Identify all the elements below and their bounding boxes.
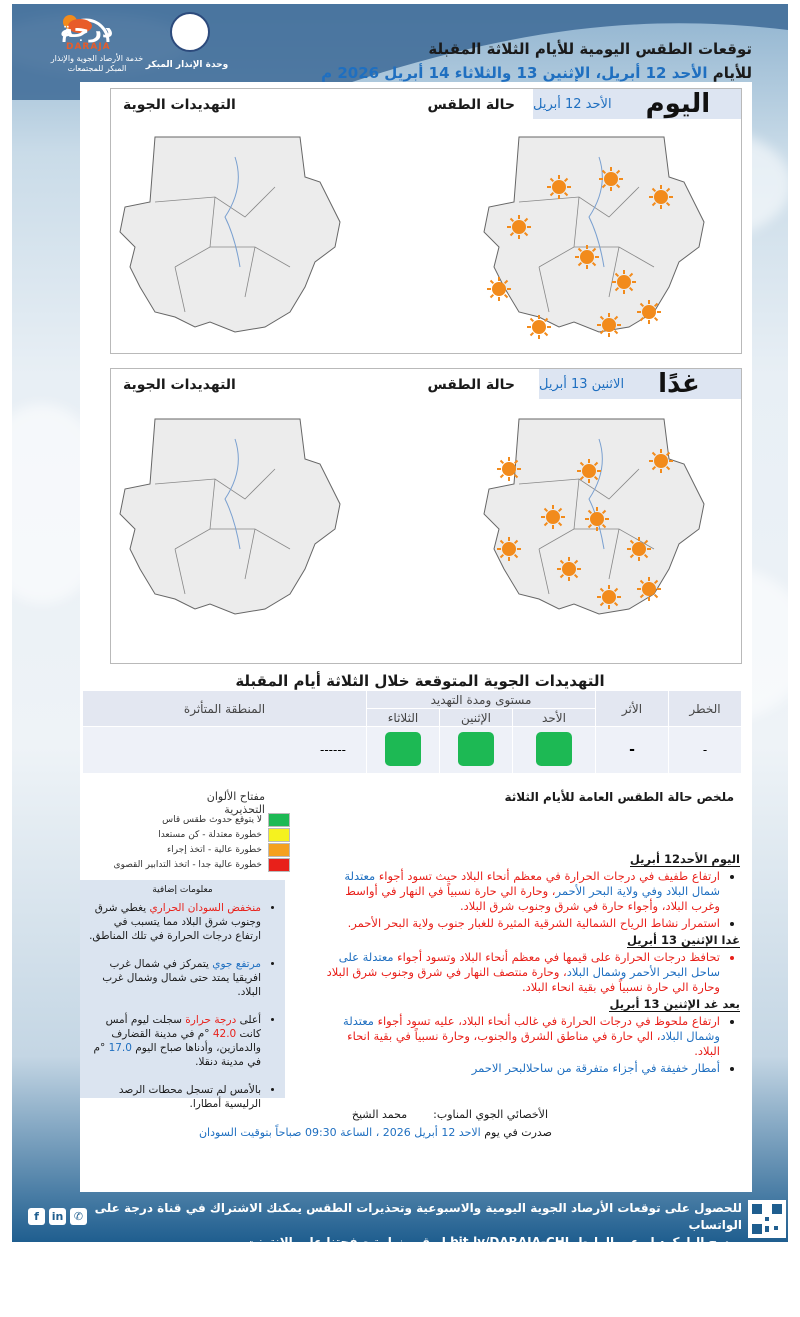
sun-icon: [487, 277, 511, 301]
summary-text: معتدلة وشمال البلاد: [343, 1014, 720, 1043]
brand-description: خدمة الأرصاد الجوية والإنذار المبكر للمجتمعات: [50, 54, 144, 73]
sun-icon: [649, 449, 673, 473]
weather-label: حالة الطقس: [427, 377, 515, 393]
legend-item: [100, 812, 290, 827]
summary-day-heading: اليوم الأحد12 أبريل: [629, 852, 740, 866]
legend-label: خطورة عالية جدا - اتخذ التدابير القصوى: [113, 859, 262, 870]
forecaster-name: محمد الشيخ: [351, 1108, 408, 1121]
sun-icon: [557, 557, 581, 581]
forecaster-line: [352, 1108, 548, 1121]
threat-table-title: التهديدات الجوية المتوقعة خلال الثلاثة أيام المقبلة: [235, 672, 605, 690]
issued-date: الاحد 12 أبريل 2026 ، الساعة 09:30 صباحاً بتوقيت السودان: [198, 1126, 481, 1139]
area-header: المنطقة المتأثرة: [83, 691, 367, 727]
sun-icon: [575, 245, 599, 269]
danger-header: الخطر: [669, 691, 742, 727]
forecaster-role: الأخصائي الجوي المناوب:: [433, 1108, 548, 1121]
info-text: °م في مدينة القضارف والدمازين، وأدناها صباح اليوم: [111, 1028, 261, 1054]
sun-icon: [612, 270, 636, 294]
info-highlight: مرتفع جوي: [212, 958, 261, 970]
legend-item: [100, 842, 290, 857]
day-header-sunday: الأحد: [513, 709, 596, 727]
info-text: سجلت ليوم أمس كانت: [105, 1014, 261, 1040]
info-item: [88, 1013, 261, 1069]
area-cell: ------: [83, 727, 367, 774]
brand-latin: DARAJA: [66, 42, 111, 52]
subtitle-prefix: للأيام: [712, 64, 752, 82]
legend-label: خطورة عالية - اتخذ إجراء: [166, 844, 262, 855]
additional-info-box: [80, 880, 285, 1110]
sun-icon: [649, 185, 673, 209]
sun-icon: [597, 585, 621, 609]
summary-text: ارتفاع طفيف في درجات الحرارة في معظم أنحاء البلاد حيث تسود أجواء: [375, 869, 720, 883]
level-indicator: [458, 732, 494, 766]
day-panel-tomorrow: [110, 368, 742, 664]
threats-label: التهديدات الجوية: [123, 97, 236, 113]
summary-day-heading: غدا الإثنين 13 أبريل: [626, 933, 740, 947]
level-cell-tuesday: [367, 727, 440, 774]
summary-day-heading: بعد غد الإثنين 13 أبريل: [609, 997, 740, 1011]
unit-label: وحدة الإنذار المبكر: [145, 60, 229, 70]
table-row: [83, 727, 742, 774]
day-label: غدًا: [658, 369, 700, 399]
impact-cell: -: [596, 727, 669, 774]
additional-info-heading: معلومات إضافية: [152, 885, 213, 895]
summary-text: ، وحارة منتصف النهار في شرق وجنوب شرق البلاد وحارة الي حارة نسبياً في بقية انحاء البلاد.: [326, 965, 720, 994]
info-highlight: منخفض السودان الحراري: [149, 902, 261, 914]
summary-text: ارتفاع ملحوظ في درجات الحرارة في غالب أنحاء البلاد، عليه تسود أجواء: [373, 1014, 720, 1028]
day-date: الاثنين 13 أبريل: [539, 376, 625, 392]
summary-item: [320, 869, 720, 914]
threat-map-today: [115, 127, 361, 347]
day-header-monday: الإثنين: [440, 709, 513, 727]
day-header-tuesday: الثلاثاء: [367, 709, 440, 727]
sun-icon: [547, 175, 571, 199]
early-warning-unit-logo-icon: [170, 12, 210, 52]
level-cell-sunday: [513, 727, 596, 774]
legend-label: لا يتوقع حدوث طقس قاس: [162, 814, 262, 825]
summary-item: [320, 1014, 720, 1059]
sun-icon: [577, 459, 601, 483]
summary-text: معتدلة شمال البلاد وفي ولاية البحر الأحمر: [344, 869, 720, 898]
info-highlight: درجة حرارة: [185, 1014, 237, 1026]
page-title: توقعات الطقس اليومية للأيام الثلاثة المقبلة: [428, 40, 752, 58]
issued-prefix: صدرت في يوم: [484, 1126, 552, 1139]
summary-text: ، وحارة الي حارة نسبياً في النهار في أواسط وغرب البلاد، وأجواء حارة في شرق وجنوب شرق البلاد.: [345, 884, 720, 913]
issued-line: [199, 1126, 552, 1139]
weather-map-today: [479, 127, 725, 347]
summary-text: استمرار نشاط الرياح الشمالية الشرقية المثيرة للغبار جنوب ولاية البحر الأحمر.: [347, 916, 720, 930]
footer-text: [90, 1200, 742, 1268]
legend-swatch: [268, 828, 290, 842]
info-item: [88, 957, 261, 999]
sun-icon: [507, 215, 531, 239]
threat-map-tomorrow: [115, 409, 361, 629]
whatsapp-icon[interactable]: ✆: [70, 1208, 87, 1225]
legend-item: [100, 857, 290, 872]
subtitle-dates: الأحد 12 أبريل، الإثنين 13 والثلاثاء 14 أبريل 2026 م: [321, 64, 708, 82]
legend-swatch: [268, 843, 290, 857]
sun-icon: [597, 313, 621, 337]
info-item: [88, 1083, 261, 1111]
day-tag-today: [533, 89, 741, 119]
legend-label: خطورة معتدلة - كن مستعدا: [158, 829, 262, 840]
footer-line-2[interactable]: بمسح الباركود او عبر الرابط bit.ly/DARAJA-CHL او قم بزيارة صفحتنا على الانترنت https://meteosudan.sd/products/خدمة-درجة: [245, 1235, 742, 1266]
max-temp-value: 42.0: [212, 1028, 237, 1040]
threat-table: [82, 690, 742, 774]
info-text: يغطي شرق وجنوب شرق البلاد مما يتسبب في ارتفاع درجات الحرارة في تلك المناطق.: [89, 902, 261, 942]
sun-icon: [497, 537, 521, 561]
threats-label: التهديدات الجوية: [123, 377, 236, 393]
summary-text: معتدلة على ساحل البحر الأحمر وشمال البلاد: [338, 950, 720, 979]
sun-icon: [497, 457, 521, 481]
weather-summary: [320, 852, 740, 1078]
sun-icon: [585, 507, 609, 531]
summary-item: [320, 1061, 720, 1076]
info-text: أعلى: [236, 1014, 261, 1026]
social-icons: [28, 1208, 87, 1225]
weather-label: حالة الطقس: [427, 97, 515, 113]
legend-swatch: [268, 858, 290, 872]
day-panel-today: [110, 88, 742, 354]
sun-icon: [541, 505, 565, 529]
level-indicator: [385, 732, 421, 766]
summary-title: ملخص حالة الطقس العامة للأيام الثلاثة: [504, 790, 734, 804]
page-subtitle: [321, 64, 752, 82]
summary-item: [320, 916, 720, 931]
qr-code-icon[interactable]: [748, 1200, 786, 1238]
color-legend: [100, 812, 290, 872]
summary-text: أمطار خفيفة في أجزاء متفرقة من ساحلالبحر الاحمر: [471, 1061, 720, 1075]
day-date: الأحد 12 أبريل: [533, 96, 612, 112]
summary-text: تحافظ درجات الحرارة على قيمها في معظم أنحاء البلاد وتسود أجواء: [393, 950, 720, 964]
sun-icon: [627, 537, 651, 561]
min-temp-value: 17.0: [108, 1042, 132, 1054]
facebook-icon[interactable]: f: [28, 1208, 45, 1225]
legend-item: [100, 827, 290, 842]
footer-line-1: للحصول على توقعات الأرصاد الجوية اليومية والاسبوعية وتحذيرات الطقس يمكنك الاشتراك في قناة درجة على الواتساب: [94, 1201, 742, 1232]
sun-icon: [637, 300, 661, 324]
danger-cell: -: [669, 727, 742, 774]
weather-map-tomorrow: [479, 409, 725, 629]
level-header: مستوى ومدة التهديد: [367, 691, 596, 709]
day-tag-tomorrow: [539, 369, 741, 399]
sun-icon: [599, 167, 623, 191]
info-text: يتمركز في شمال غرب افريقيا يمتد حتى شمال وشمال غرب البلاد.: [102, 958, 261, 998]
level-indicator: [536, 732, 572, 766]
info-text: °م في مدينة دنقلا.: [93, 1042, 261, 1068]
legend-title: مفتاح الألوان التحذيرية: [206, 790, 265, 816]
day-label: اليوم: [645, 89, 711, 119]
info-item: [88, 901, 261, 943]
impact-header: الأثر: [596, 691, 669, 727]
legend-swatch: [268, 813, 290, 827]
summary-text: ، الي حارة في مناطق الشرق والجنوب، وحارة نسبياً في بقية انحاء البلاد.: [347, 1029, 720, 1058]
linkedin-icon[interactable]: in: [49, 1208, 66, 1225]
brand-name: درجة: [60, 18, 114, 43]
level-cell-monday: [440, 727, 513, 774]
info-text: بالأمس لم تسجل محطات الرصد الرليسية أمطارا.: [118, 1084, 261, 1110]
sun-icon: [527, 315, 551, 339]
summary-item: [320, 950, 720, 995]
sun-icon: [637, 577, 661, 601]
